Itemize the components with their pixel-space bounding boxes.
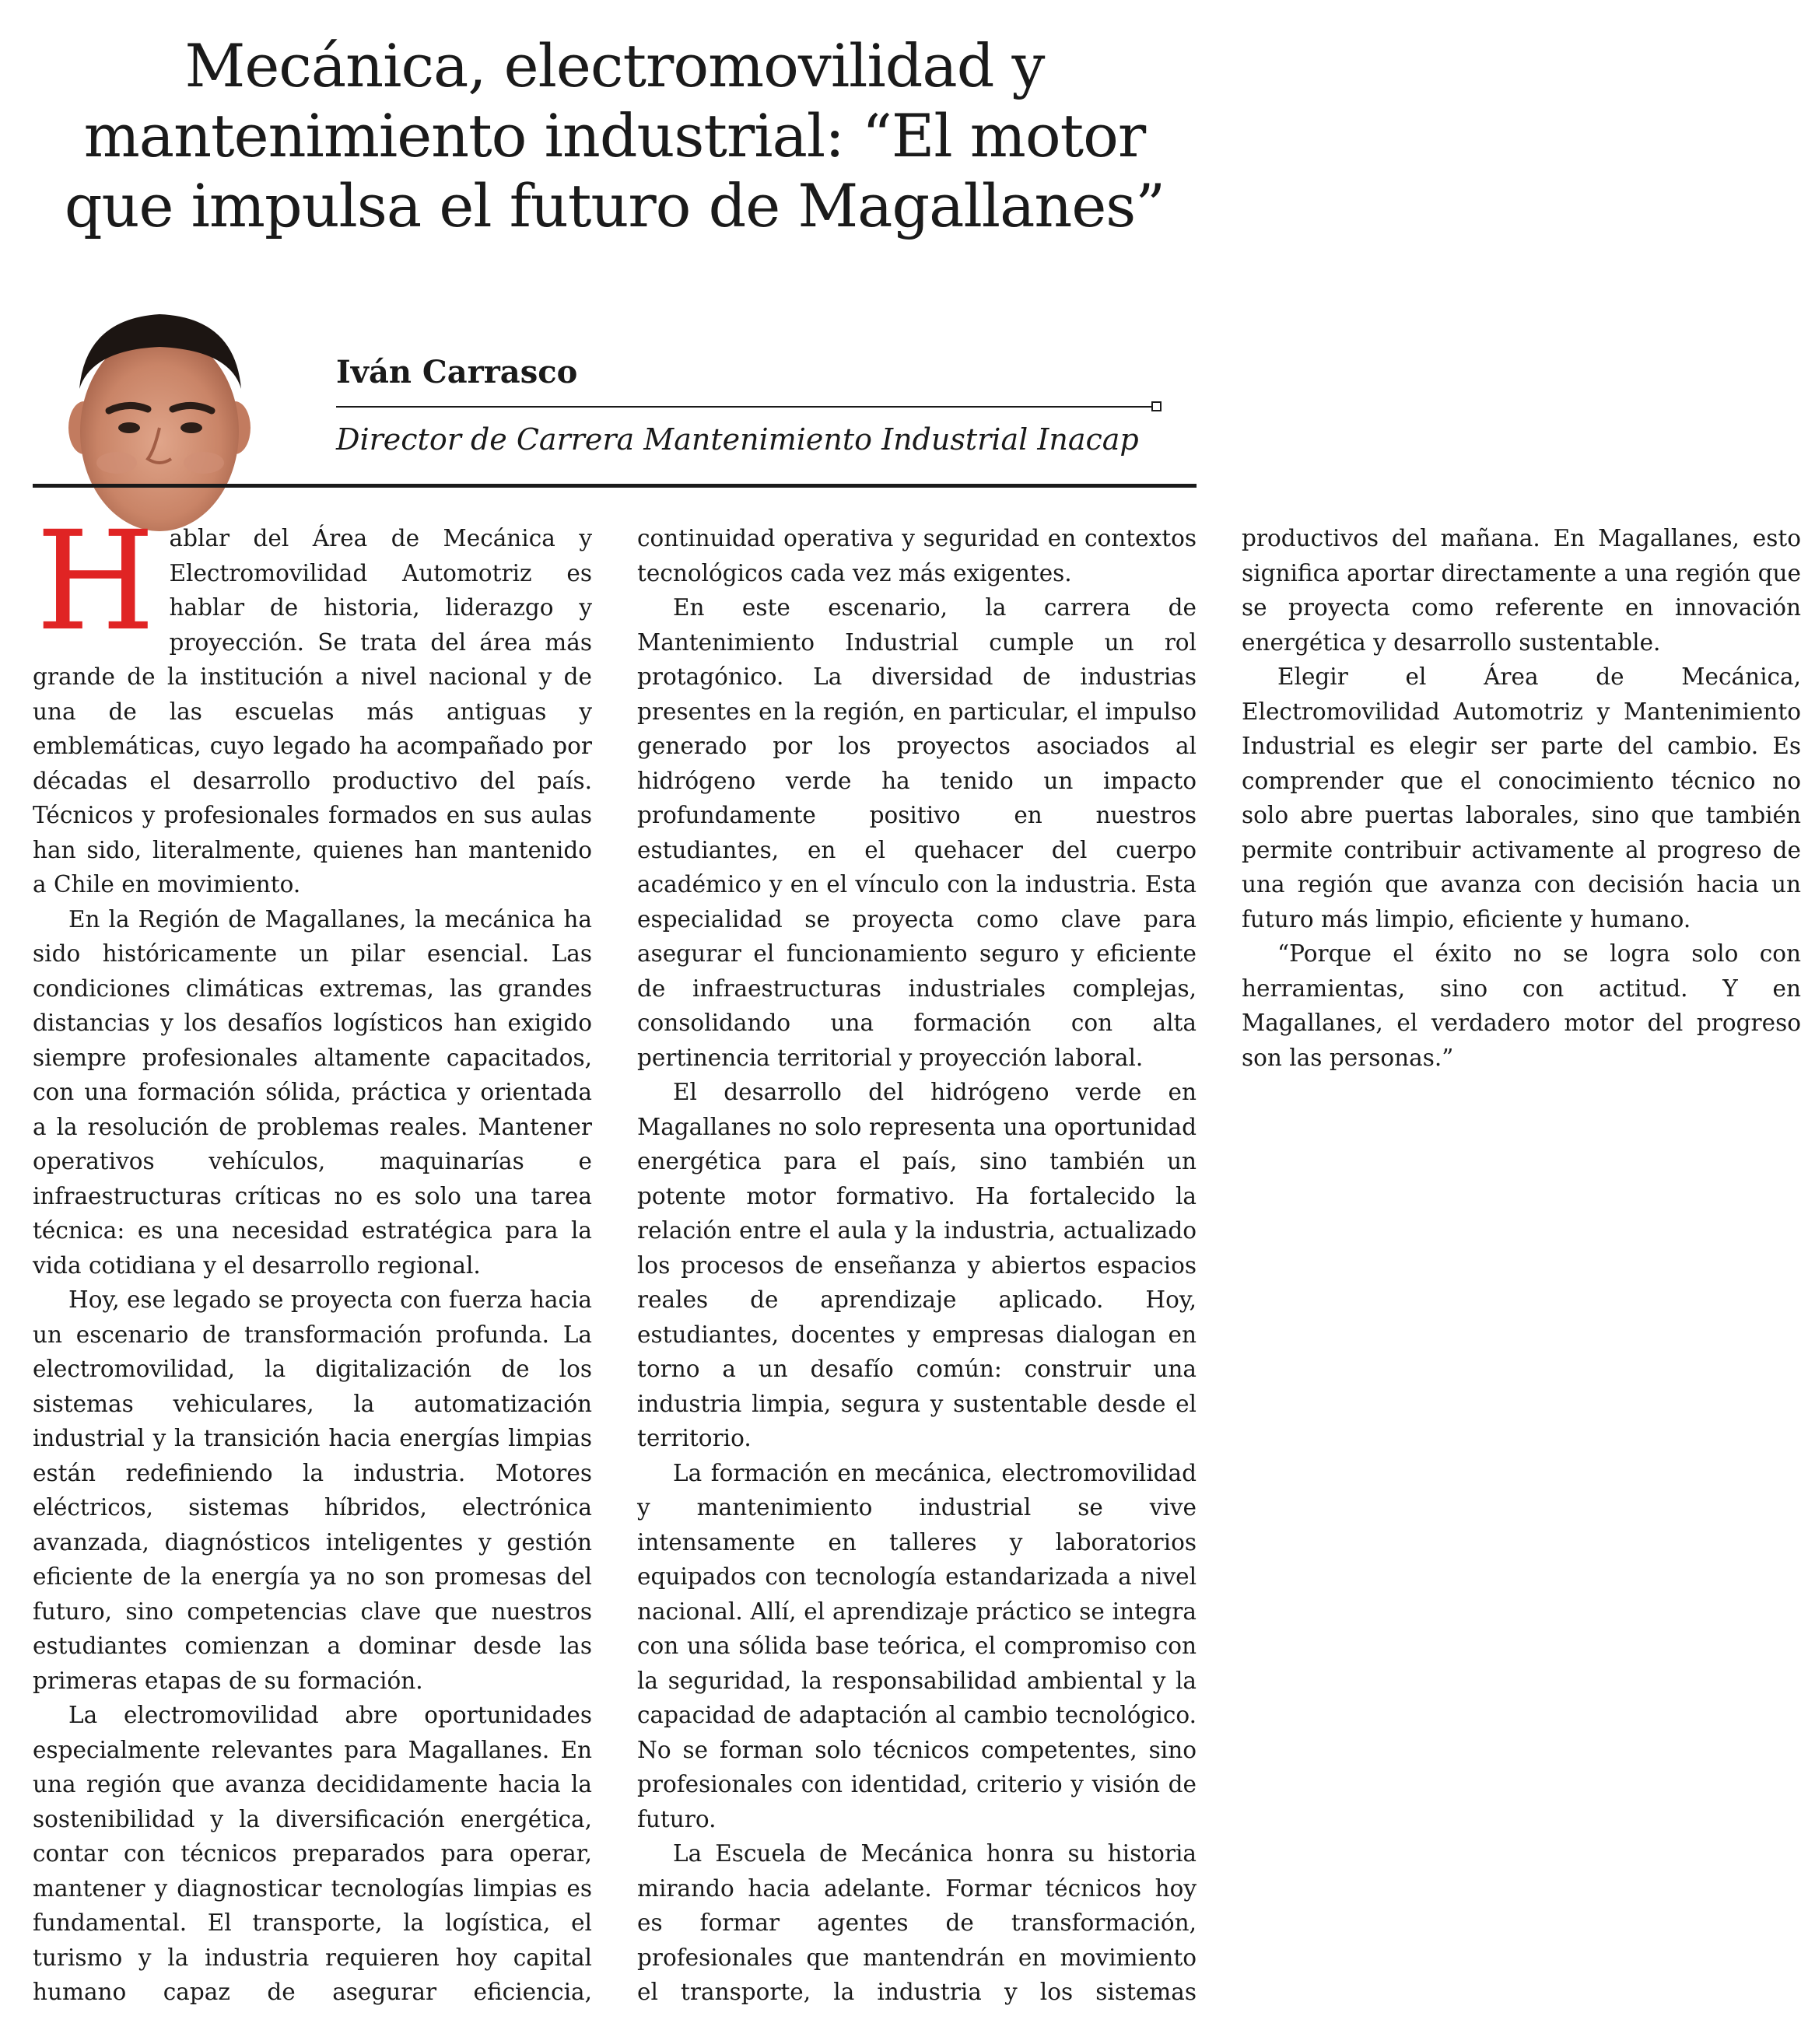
headline: Mecánica, electromovilidad y mantenimiento industrial: “El motor que impulsa el futuro de Magallanes” — [64, 31, 1165, 240]
article-paragraph: En este escenario, la carrera de Mantenimiento Industrial cumple un rol protagónico. La diversidad de industrias presentes en la región, en particular, el impulso generado por los proyectos asociados al hidrógeno verde ha tenido un impacto profundamente positivo en nuestros estudiantes, en el quehacer del cuerpo académico y en el vínculo con la industria. Esta especialidad se proyecta como clave para asegurar el funcionamiento seguro y eficiente de infraestructuras industriales complejas, consolidando una formación con alta pertinencia territorial y proyección laboral. — [637, 594, 1197, 1071]
author-photo — [31, 296, 288, 482]
article-paragraph: “Porque el éxito no se logra solo con herramientas, sino con actitud. Y en Magallanes, el verdadero motor del progreso son las personas.” — [1242, 940, 1801, 1071]
author-role: Director de Carrera Mantenimiento Industrial Inacap — [336, 422, 1139, 457]
article-paragraph: La Escuela de Mecánica honra su historia mirando hacia adelante. Formar técnicos hoy es formar agentes de transformación, profesionales que mantendrán en movimiento el transporte, la industria y los sistemas productivos del mañana. En Magallanes, esto significa aportar directamente a una región que se proyecta como referente en innovación energética y desarrollo sustentable. — [637, 525, 1801, 2005]
article-paragraph: Elegir el Área de Mecánica, Electromovilidad Automotriz y Mantenimiento Industrial es elegir ser parte del cambio. Es comprender que el conocimiento técnico no solo abre puertas laborales, sino que también permite contribuir activamente al progreso de una región que avanza con decisión hacia un futuro más limpio, eficiente y humano. — [1242, 663, 1801, 933]
author-name: Iván Carrasco — [336, 354, 578, 390]
article-paragraph: La formación en mecánica, electromovilidad y mantenimiento industrial se vive intensamente en talleres y laboratorios equipados con tecnología estandarizada a nivel nacional. Allí, el aprendizaje práctico se integra con una sólida base teórica, el compromiso con la seguridad, la responsabilidad ambiental y la capacidad de adaptación al cambio tecnológico. No se forman solo técnicos competentes, sino profesionales con identidad, criterio y visión de futuro. — [637, 1459, 1197, 1832]
main-divider — [33, 484, 1197, 488]
article-paragraph: Hoy, ese legado se proyecta con fuerza hacia un escenario de transformación profunda. La electromovilidad, la digitalización de los sistemas vehiculares, la automatización industrial y la transición hacia energías limpias están redefiniendo la industria. Motores eléctricos, sistemas híbridos, electrónica avanzada, diagnósticos inteligentes y gestión eficiente de la energía ya no son promesas del futuro, sino competencias clave que nuestros estudiantes comienzan a dominar desde las primeras etapas de su formación. — [33, 1286, 592, 1694]
article-paragraph: El desarrollo del hidrógeno verde en Magallanes no solo representa una oportunidad energética para el país, sino también un potente motor formativo. Ha fortalecido la relación entre el aula y la industria, actualizado los procesos de enseñanza y abiertos espacios reales de aprendizaje aplicado. Hoy, estudiantes, docentes y empresas dialogan en torno a un desafío común: construir una industria limpia, segura y sustentable desde el territorio. — [637, 1079, 1197, 1451]
article-paragraph: En la Región de Magallanes, la mecánica ha sido históricamente un pilar esencial. Las condiciones climáticas extremas, las grandes distancias y los desafíos logísticos han exigido siempre profesionales altamente capacitados, con una formación sólida, práctica y orientada a la resolución de problemas reales. Mantener operativos vehículos, maquinarías e infraestructuras críticas no es solo una tarea técnica: es una necesidad estratégica para la vida cotidiana y el desarrollo regional. — [33, 905, 592, 1279]
author-divider — [336, 406, 1153, 408]
article-body — [33, 502, 1801, 2022]
article-paragraph: La electromovilidad abre oportunidades especialmente relevantes para Magallanes. En una región que avanza decididamente hacia la sostenibilidad y la diversificación energética, contar con técnicos preparados para operar, mantener y diagnosticar tecnologías limpias es fundamental. El transporte, la logística, el turismo y la industria requieren hoy capital humano capaz de asegurar eficiencia, continuidad operativa y seguridad en contextos tecnológicos cada vez más exigentes. — [33, 525, 1197, 2005]
dropcap: H — [36, 502, 156, 661]
paragraph-text: ablar del Área de Mecánica y Electromovilidad Automotriz es hablar de historia, liderazgo y proyección. Se trata del área más grande de la institución a nivel nacional y de una de las escuelas más antiguas y emblemáticas, cuyo legado ha acompañado por décadas el desarrollo productivo del país. Técnicos y profesionales formados en sus aulas han sido, literalmente, quienes han mantenido a Chile en movimiento. — [33, 525, 592, 898]
divider-end-square — [1151, 401, 1162, 411]
article-paragraph — [33, 502, 592, 902]
author-portrait — [31, 296, 288, 482]
